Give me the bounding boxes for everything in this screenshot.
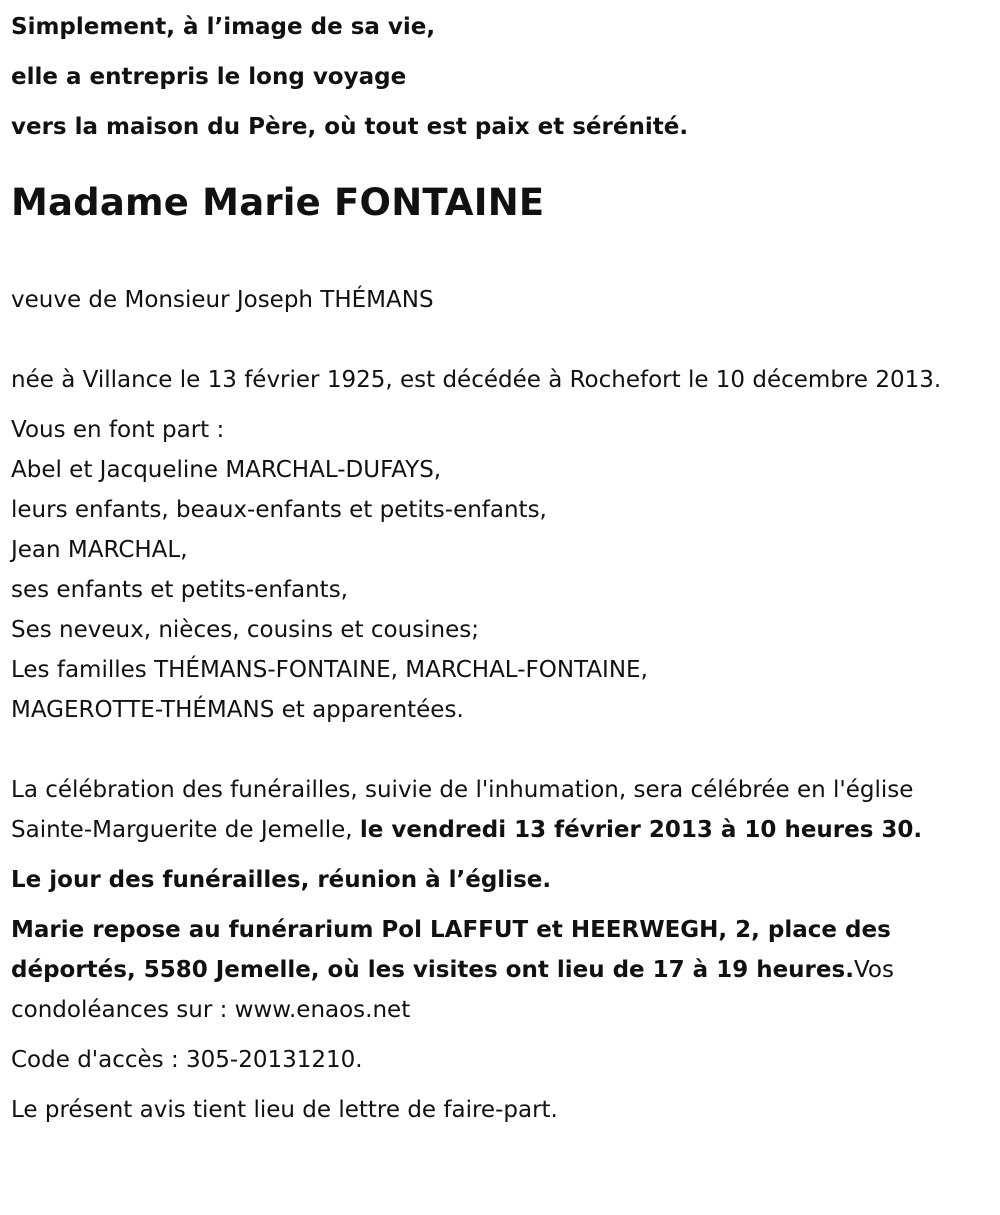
intro-verse [11, 0, 989, 152]
family-announcement [11, 410, 989, 730]
deceased-name: Madame Marie FONTAINE [11, 181, 545, 224]
birth-death-line: née à Villance le 13 février 1925, est décédée à Rochefort le 10 décembre 2013. [11, 367, 942, 393]
intro-line-2: elle a entrepris le long voyage [11, 64, 407, 90]
family-line: MAGEROTTE-THÉMANS et apparentées. [11, 697, 464, 723]
family-line: Jean MARCHAL, [11, 537, 188, 563]
family-line: ses enfants et petits-enfants, [11, 577, 348, 603]
condolences-text: Vos condoléances sur : www.enaos.net [11, 957, 894, 1023]
intro-line-3: vers la maison du Père, où tout est paix et sérénité. [11, 114, 689, 140]
funeral-home-paragraph [11, 910, 989, 1030]
family-line: leurs enfants, beaux-enfants et petits-enfants, [11, 497, 547, 523]
family-line: Les familles THÉMANS-FONTAINE, MARCHAL-FONTAINE, [11, 657, 648, 683]
intro-line-1: Simplement, à l’image de sa vie, [11, 14, 436, 40]
funeral-home-text: Marie repose au funérarium Pol LAFFUT et HEERWEGH, 2, place des déportés, 5580 Jemelle, où les visites ont lieu de 17 à 19 heures. [11, 917, 891, 983]
gathering-line: Le jour des funérailles, réunion à l’église. [11, 867, 552, 893]
spouse-line: veuve de Monsieur Joseph THÉMANS [11, 287, 434, 313]
ceremony-date: le vendredi 13 février 2013 à 10 heures 30. [359, 817, 923, 843]
access-code-line: Code d'accès : 305-20131210. [11, 1047, 363, 1073]
ceremony-paragraph [11, 770, 989, 850]
ceremony-text: La célébration des funérailles, suivie de l'inhumation, sera célébrée en l'église Sainte-Marguerite de Jemelle, [11, 777, 914, 843]
family-line: Ses neveux, nièces, cousins et cousines; [11, 617, 480, 643]
closing-line: Le présent avis tient lieu de lettre de faire-part. [11, 1097, 558, 1123]
family-intro: Vous en font part : [11, 417, 225, 443]
family-line: Abel et Jacqueline MARCHAL-DUFAYS, [11, 457, 442, 483]
